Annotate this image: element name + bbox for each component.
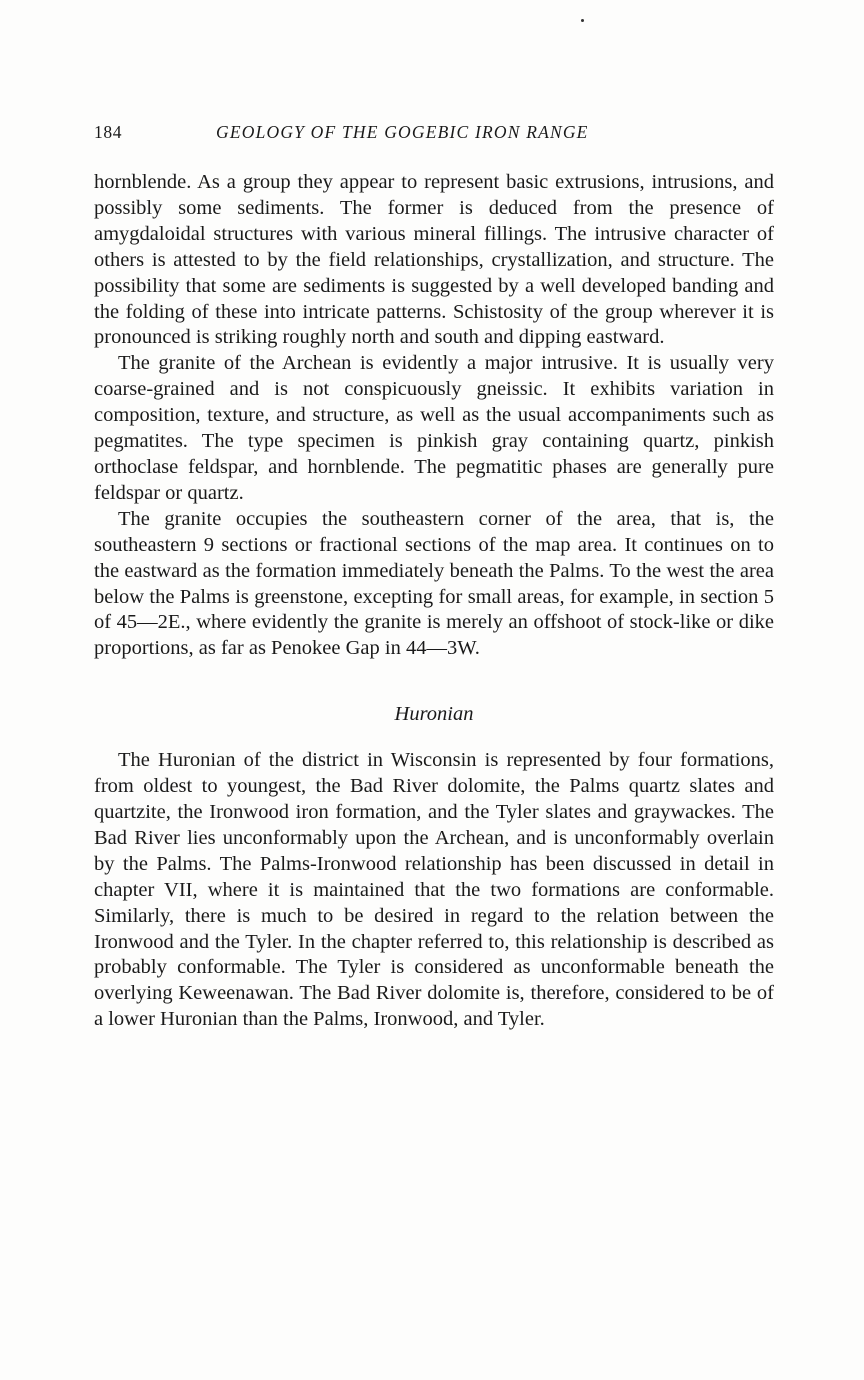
running-head (94, 120, 774, 148)
running-title: GEOLOGY OF THE GOGEBIC IRON RANGE (216, 122, 589, 142)
paragraph-granite-distribution: The granite occupies the southeastern corner of the area, that is, the southeastern 9 sections or fractional sections of the map area. It continues on to the eastward as the formation immediately beneath the Palms. To the west the area below the Palms is greenstone, excepting for small areas, for example, in section 5 of 45—2E., where evidently the granite is merely an offshoot of stock-like or dike proportions, as far as Penokee Gap in 44—3W. (94, 507, 774, 660)
print-speck (581, 19, 584, 22)
page-number: 184 (94, 122, 123, 142)
body-text (94, 170, 774, 1033)
book-page (94, 120, 774, 1033)
paragraph-huronian: The Huronian of the district in Wisconsin is represented by four formations, from oldest to youngest, the Bad River dolomite, the Palms quartz slates and quartzite, the Ironwood iron formation, and the Tyler slates and graywackes. The Bad River lies unconformably upon the Archean, and is unconformably overlain by the Palms. The Palms-Ironwood relationship has been discussed in detail in chapter VII, where it is maintained that the two formations are conformable. Similarly, there is much to be desired in regard to the relation between the Ironwood and the Tyler. In the chapter referred to, this relationship is described as probably conformable. The Tyler is considered as unconformable beneath the overlying Keweenawan. The Bad River dolomite is, therefore, considered to be of a lower Huronian than the Palms, Ironwood, and Tyler. (94, 749, 774, 1031)
paragraph-granite: The granite of the Archean is evidently a major intrusive. It is usually very coarse-grained and is not conspicuously gneissic. It exhibits variation in composition, texture, and structure, as well as the usual accompaniments such as pegmatites. The type specimen is pinkish gray containing quartz, pinkish orthoclase feldspar, and hornblende. The pegmatitic phases are generally pure feldspar or quartz. (94, 352, 774, 504)
section-heading-huronian: Huronian (394, 703, 474, 726)
paragraph-continued: hornblende. As a group they appear to represent basic extrusions, intrusions, and possibly some sediments. The former is deduced from the presence of amygdaloidal structures with various mineral fillings. The intrusive character of others is attested to by the field relationships, crystallization, and structure. The possibility that some are sediments is suggested by a well developed banding and the folding of these into intricate patterns. Schistosity of the group wherever it is pronounced is striking roughly north and south and dipping eastward. (94, 171, 774, 349)
